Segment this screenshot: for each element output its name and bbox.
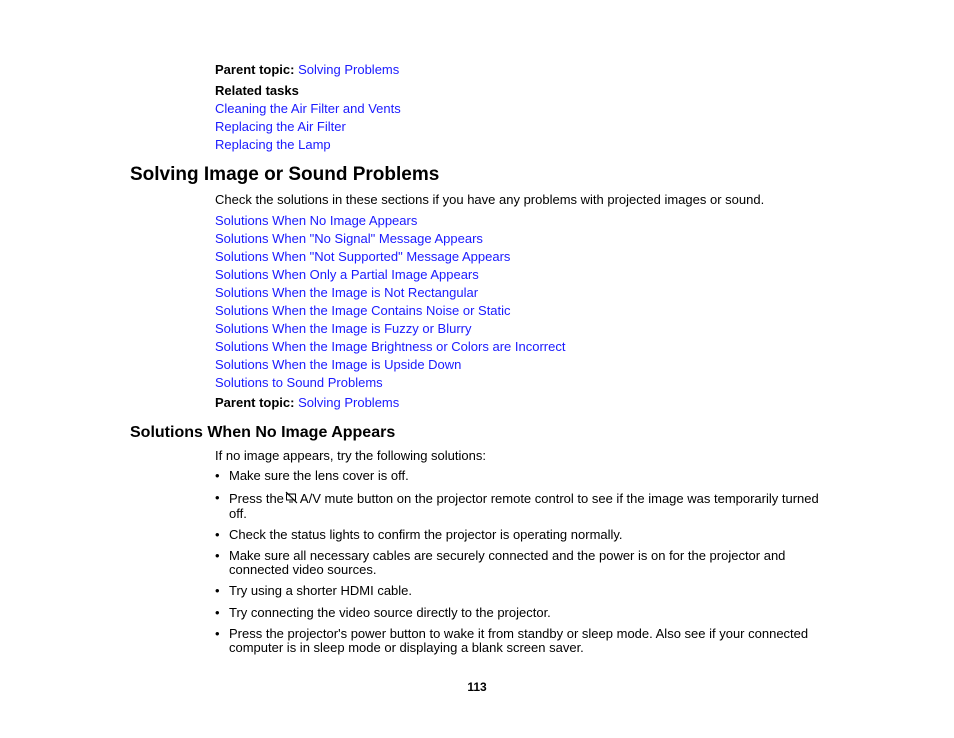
list-item [215,528,825,542]
bullet-marker: • [215,626,220,641]
bullet-text: Press the [229,491,284,506]
related-tasks-label: Related tasks [215,83,299,98]
section-heading-image-sound: Solving Image or Sound Problems [130,164,440,185]
bullet-text: Make sure the lens cover is off. [229,468,409,483]
list-item [215,549,825,577]
av-mute-icon [285,491,298,507]
bullet-marker: • [215,490,220,505]
related-task-link[interactable]: Cleaning the Air Filter and Vents [215,101,401,116]
solution-link[interactable]: Solutions When No Image Appears [215,213,418,228]
related-tasks [215,83,835,99]
bullet-marker: • [215,583,220,598]
solution-link[interactable]: Solutions When "Not Supported" Message Appears [215,249,511,264]
list-item [215,491,825,521]
solution-link[interactable]: Solutions When "No Signal" Message Appears [215,231,483,246]
list-item [215,627,825,655]
bullet-text: Try connecting the video source directly to the projector. [229,605,551,620]
solution-link[interactable]: Solutions When Only a Partial Image Appears [215,267,479,282]
section1-parent-topic [215,395,835,411]
section-intro: If no image appears, try the following solutions: [215,448,486,463]
parent-topic-label: Parent topic: [215,395,295,410]
related-tasks-list [215,101,835,155]
list-item [215,606,825,620]
related-task-link[interactable]: Replacing the Air Filter [215,119,346,134]
page-number: 113 [467,680,487,694]
solution-link[interactable]: Solutions When the Image is Upside Down [215,357,462,372]
parent-topic-label: Parent topic: [215,62,295,77]
related-task-link[interactable]: Replacing the Lamp [215,137,331,152]
parent-topic-link[interactable]: Solving Problems [298,395,400,410]
bullet-text: Press the projector's power button to wake it from standby or sleep mode. Also see if your connected computer is in sleep mode or displaying a blank screen saver. [229,626,809,655]
solutions-link-list [215,213,835,393]
section-heading-no-image: Solutions When No Image Appears [130,424,396,441]
section-intro: Check the solutions in these sections if you have any problems with projected images or sound. [215,192,765,207]
top-parent-topic [215,62,835,78]
list-item [215,584,825,598]
solution-link[interactable]: Solutions When the Image is Fuzzy or Blurry [215,321,472,336]
bullet-marker: • [215,527,220,542]
bullet-text: Try using a shorter HDMI cable. [229,583,413,598]
bullet-text: A/V mute button on the projector remote control to see if the image was temporarily turned off. [229,491,819,521]
list-item [215,469,825,483]
solution-link[interactable]: Solutions When the Image Contains Noise or Static [215,303,511,318]
solution-link[interactable]: Solutions When the Image is Not Rectangular [215,285,479,300]
bullet-marker: • [215,468,220,483]
bullet-text: Make sure all necessary cables are securely connected and the power is on for the projector and connected video sources. [229,548,786,577]
parent-topic-link[interactable]: Solving Problems [298,62,400,77]
solution-link[interactable]: Solutions to Sound Problems [215,375,383,390]
solution-link[interactable]: Solutions When the Image Brightness or Colors are Incorrect [215,339,566,354]
bullet-text: Check the status lights to confirm the projector is operating normally. [229,527,623,542]
bullet-marker: • [215,605,220,620]
bullet-marker: • [215,548,220,563]
